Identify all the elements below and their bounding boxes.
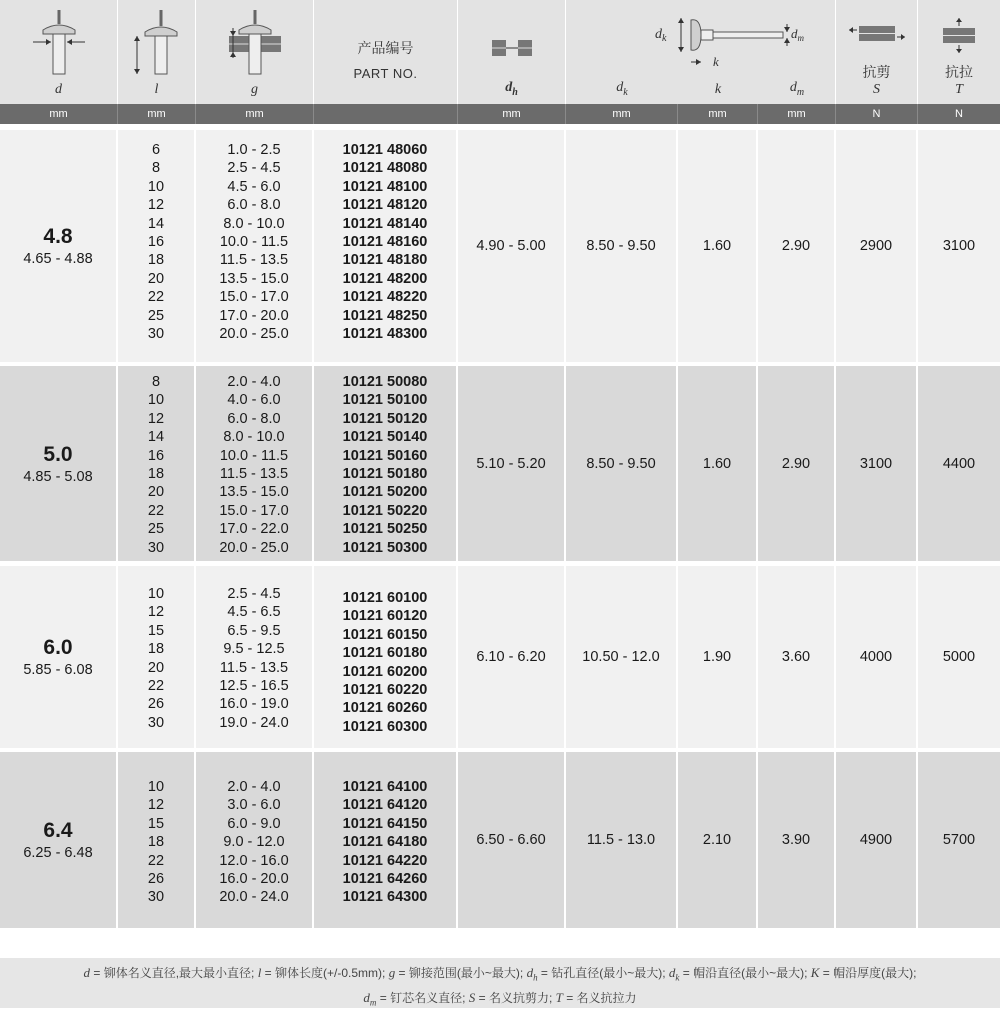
grip-range-item: 1.0 - 2.5 [227, 142, 281, 158]
part-number-item: 10121 48250 [342, 307, 428, 324]
grip-range-item: 4.0 - 6.0 [227, 392, 281, 409]
unit-cell: mm [678, 104, 758, 124]
grip-range-item: 20.0 - 24.0 [219, 889, 289, 906]
shear-strength-value: 4900 [859, 832, 893, 848]
header-cell-dh [458, 0, 566, 104]
shear-title-cn: 抗剪 [862, 64, 891, 80]
tensile-strength-cell [918, 366, 1000, 561]
nominal-diameter: 4.8 [43, 225, 73, 248]
grip-range-item: 16.0 - 20.0 [219, 871, 289, 888]
part-number-item: 10121 50220 [342, 502, 428, 519]
mandrel-diameter-cell [758, 130, 836, 362]
header-cell-tensile [918, 0, 1000, 104]
part-number-title-en: PART NO. [353, 66, 418, 81]
grip-range-list [196, 373, 312, 557]
length-cell [118, 566, 196, 748]
size-group-4-8 [0, 130, 1000, 362]
head-height-value: 1.90 [702, 649, 732, 665]
part-number-item: 10121 64300 [342, 889, 428, 906]
part-number-item: 10121 64150 [342, 815, 428, 832]
part-number-item: 10121 48160 [342, 234, 428, 251]
length-cell [118, 130, 196, 362]
length-item: 6 [151, 142, 161, 158]
head-diameter-cell [566, 566, 678, 748]
size-group-6-4 [0, 752, 1000, 928]
part-number-item: 10121 60180 [342, 645, 428, 662]
head-diameter-value: 8.50 - 9.50 [586, 455, 656, 472]
tensile-title-cn: 抗拉 [945, 64, 973, 80]
grip-range-item: 3.0 - 6.0 [227, 797, 281, 814]
legend-text: = 铆体名义直径,最大最小直径; [90, 966, 258, 980]
grip-range-item: 20.0 - 25.0 [219, 326, 289, 343]
part-number-item: 10121 64220 [342, 852, 428, 869]
head-diameter-cell [566, 130, 678, 362]
grip-range-item: 6.0 - 9.0 [227, 815, 281, 832]
head-height-value: 1.60 [702, 455, 732, 472]
diameter-cell [0, 130, 118, 362]
mandrel-diameter-value: 3.60 [781, 649, 811, 665]
length-item: 10 [147, 586, 165, 602]
part-number-item: 10121 50140 [342, 429, 428, 446]
mandrel-diameter-value: 2.90 [781, 238, 811, 254]
diameter-value [0, 635, 116, 679]
part-number-item: 10121 50180 [342, 466, 428, 483]
head-height-value: 2.10 [702, 832, 732, 848]
legend-text: = 帽沿直径(最小~最大); [679, 966, 811, 980]
diameter-range: 5.85 - 6.08 [23, 662, 93, 678]
mandrel-diameter-value: 2.90 [781, 455, 811, 472]
head-diameter-value: 11.5 - 13.0 [586, 832, 656, 848]
drill-hole-icon [458, 8, 565, 78]
dh-symbol: $d_h$ [505, 80, 518, 98]
length-item: 26 [147, 696, 165, 713]
drill-hole-value: 4.90 - 5.00 [476, 238, 546, 254]
shear-strength-cell [836, 752, 918, 928]
length-item: 15 [147, 622, 165, 639]
shear-strength-cell [836, 566, 918, 748]
rivet-length-icon [118, 8, 195, 78]
legend-symbol: K [810, 965, 820, 980]
d-symbol: d [55, 82, 62, 97]
grip-range-item: 19.0 - 24.0 [219, 714, 289, 731]
diagram-k-label: k [712, 54, 719, 69]
part-number-list [314, 589, 456, 736]
legend-symbol: d [83, 965, 91, 980]
length-list [118, 141, 194, 343]
part-number-item: 10121 64120 [342, 797, 428, 814]
diameter-range: 6.25 - 6.48 [23, 845, 93, 861]
grip-range-item: 16.0 - 19.0 [219, 696, 289, 713]
grip-range-item: 13.5 - 15.0 [219, 484, 289, 501]
legend-symbol: S [468, 989, 476, 1005]
legend-symbol: $d_k$ [668, 965, 680, 983]
length-item: 26 [147, 871, 165, 888]
part-number-list [314, 141, 456, 343]
part-number-item: 10121 50100 [342, 392, 428, 409]
length-item: 20 [147, 484, 165, 501]
length-item: 22 [147, 678, 165, 695]
head-height-value: 1.60 [702, 238, 732, 254]
length-item: 20 [147, 270, 165, 287]
unit-cell: mm [458, 104, 566, 124]
head-height-cell [678, 130, 758, 362]
head-height-cell [678, 366, 758, 561]
grip-range-item: 15.0 - 17.0 [219, 289, 289, 306]
part-number-item: 10121 48200 [342, 270, 428, 287]
part-number-item: 10121 50160 [342, 447, 428, 464]
unit-cell: mm [566, 104, 678, 124]
header-cell-shear [836, 0, 918, 104]
length-list [118, 585, 194, 732]
length-item: 15 [147, 815, 165, 832]
mandrel-diameter-cell [758, 366, 836, 561]
unit-cell: mm [758, 104, 836, 124]
part-number-cell [314, 566, 458, 748]
header-cell-head-mandrel [566, 0, 836, 104]
part-number-item: 10121 60100 [342, 590, 428, 606]
part-number-item: 10121 48080 [342, 160, 428, 177]
length-item: 18 [147, 834, 165, 851]
tensile-strength-cell [918, 752, 1000, 928]
unit-cell: N [836, 104, 918, 124]
grip-range-item: 17.0 - 20.0 [219, 307, 289, 324]
head-height-cell [678, 566, 758, 748]
length-item: 22 [147, 289, 165, 306]
tensile-strength-value: 5000 [942, 649, 976, 665]
diameter-value [0, 442, 116, 486]
grip-range-list [196, 141, 312, 343]
grip-range-item: 20.0 - 25.0 [219, 539, 289, 556]
part-number-item: 10121 60300 [342, 718, 428, 735]
grip-range-item: 6.5 - 9.5 [227, 622, 281, 639]
mandrel-diameter-value: 3.90 [781, 832, 811, 848]
length-item: 22 [147, 502, 165, 519]
part-number-item: 10121 60120 [342, 608, 428, 625]
grip-range-item: 9.0 - 12.0 [223, 834, 285, 851]
length-item: 14 [147, 215, 165, 232]
shear-strength-value: 3100 [859, 455, 893, 472]
legend-text: = 名义抗剪力; [475, 990, 556, 1005]
head-diameter-value: 10.50 - 12.0 [582, 649, 660, 665]
grip-range-item: 13.5 - 15.0 [219, 270, 289, 287]
diameter-cell [0, 366, 118, 561]
grip-range-item: 10.0 - 11.5 [219, 234, 289, 251]
drill-hole-cell [458, 366, 566, 561]
length-list [118, 373, 194, 557]
diameter-cell [0, 566, 118, 748]
part-number-cell [314, 752, 458, 928]
length-item: 18 [147, 252, 165, 269]
part-number-item: 10121 60260 [342, 700, 428, 717]
shear-strength-cell [836, 366, 918, 561]
grip-range-item: 11.5 - 13.5 [219, 252, 289, 269]
mandrel-diameter-cell [758, 752, 836, 928]
drill-hole-value: 6.10 - 6.20 [476, 649, 546, 665]
header-cell-g [196, 0, 314, 104]
diagram-dm-label: $d_m$ [790, 26, 804, 43]
part-number-item: 10121 60150 [342, 626, 428, 643]
g-symbol: g [251, 82, 258, 97]
nominal-diameter: 5.0 [43, 442, 73, 466]
part-number-cell [314, 130, 458, 362]
diameter-value [0, 818, 116, 862]
length-item: 25 [147, 307, 165, 324]
part-number-item: 10121 48120 [342, 197, 428, 214]
nominal-diameter: 6.4 [43, 819, 73, 842]
length-item: 16 [147, 447, 165, 464]
legend-line-2 [0, 988, 1000, 1013]
legend-text: = 帽沿厚度(最大); [819, 966, 917, 980]
grip-range-cell [196, 752, 314, 928]
length-item: 12 [147, 604, 165, 621]
grip-range-item: 17.0 - 22.0 [219, 521, 289, 538]
legend-symbol: g [388, 965, 396, 980]
length-item: 12 [147, 197, 165, 214]
part-number-item: 10121 48180 [342, 252, 428, 269]
l-symbol: l [154, 82, 159, 97]
length-item: 10 [147, 779, 165, 795]
part-number-item: 10121 48220 [342, 289, 428, 306]
grip-range-item: 9.5 - 12.5 [223, 641, 285, 658]
diameter-range: 4.85 - 5.08 [23, 468, 93, 485]
part-number-cell [314, 366, 458, 561]
shear-strength-value: 2900 [859, 238, 893, 254]
legend-text: = 铆接范围(最小~最大); [395, 966, 527, 980]
length-item: 12 [147, 797, 165, 814]
length-item: 30 [147, 714, 165, 731]
part-number-item: 10121 48140 [342, 215, 428, 232]
legend-line-1 [0, 963, 1000, 988]
part-number-item: 10121 48060 [342, 142, 428, 158]
part-number-item: 10121 48100 [342, 178, 428, 195]
length-item: 10 [147, 178, 165, 195]
tensile-strength-value: 4400 [942, 455, 976, 472]
size-group-6-0 [0, 566, 1000, 748]
tensile-strength-value: 3100 [942, 238, 976, 254]
part-number-item: 10121 48300 [342, 326, 428, 343]
part-number-item: 10121 50200 [342, 484, 428, 501]
legend-symbol: $d_m$ [363, 989, 377, 1008]
dk-symbol: $d_k$ [616, 80, 628, 98]
table-header [0, 0, 1000, 104]
length-item: 18 [147, 641, 165, 658]
grip-range-item: 6.0 - 8.0 [227, 197, 281, 214]
grip-range-item: 8.0 - 10.0 [223, 429, 285, 446]
grip-range-item: 2.5 - 4.5 [227, 586, 281, 602]
grip-range-item: 15.0 - 17.0 [219, 502, 289, 519]
grip-range-item: 11.5 - 13.5 [219, 659, 289, 676]
length-item: 20 [147, 659, 165, 676]
legend-symbol: l [257, 965, 262, 980]
legend-symbol: $d_h$ [526, 965, 538, 983]
part-number-item: 10121 60220 [342, 682, 428, 699]
shear-strength-value: 4000 [859, 649, 893, 665]
grip-range-item: 6.0 - 8.0 [227, 410, 281, 427]
part-number-list [314, 373, 456, 557]
grip-range-item: 11.5 - 13.5 [219, 466, 289, 483]
legend-text: = 名义抗拉力 [562, 990, 637, 1005]
length-item: 22 [147, 852, 165, 869]
header-cell-part-no [314, 0, 458, 104]
unit-cell: N [955, 108, 963, 120]
diameter-range: 4.65 - 4.88 [23, 251, 93, 267]
unit-cell [314, 104, 458, 124]
unit-cell: mm [118, 104, 196, 124]
length-item: 16 [147, 234, 165, 251]
units-row [0, 104, 1000, 124]
legend-text: = 钻孔直径(最小~最大); [537, 966, 669, 980]
grip-range-cell [196, 366, 314, 561]
head-diameter-cell [566, 366, 678, 561]
diameter-cell [0, 752, 118, 928]
drill-hole-value: 5.10 - 5.20 [476, 455, 546, 472]
head-diameter-value: 8.50 - 9.50 [586, 238, 656, 254]
drill-hole-value: 6.50 - 6.60 [476, 832, 546, 848]
unit-cell: mm [196, 104, 314, 124]
length-cell [118, 366, 196, 561]
grip-range-item: 2.0 - 4.0 [227, 779, 281, 795]
size-group-5-0 [0, 366, 1000, 561]
grip-range-item: 8.0 - 10.0 [223, 215, 285, 232]
length-item: 14 [147, 429, 165, 446]
head-height-cell [678, 752, 758, 928]
part-number-title-cn: 产品编号 [357, 40, 414, 56]
grip-range-item: 12.5 - 16.5 [219, 678, 289, 695]
length-item: 30 [147, 539, 165, 556]
s-symbol: S [873, 82, 880, 97]
grip-range-item: 12.0 - 16.0 [219, 852, 289, 869]
length-item: 8 [151, 160, 161, 177]
grip-range-item: 4.5 - 6.0 [227, 178, 281, 195]
length-item: 30 [147, 889, 165, 906]
part-number-item: 10121 50300 [342, 539, 428, 556]
grip-range-icon [196, 8, 313, 78]
grip-range-item: 4.5 - 6.5 [227, 604, 281, 621]
t-symbol: T [955, 82, 963, 97]
head-diameter-cell [566, 752, 678, 928]
header-cell-l [118, 0, 196, 104]
drill-hole-cell [458, 130, 566, 362]
length-item: 10 [147, 392, 165, 409]
unit-cell: mm [0, 104, 118, 124]
length-cell [118, 752, 196, 928]
shear-strength-cell [836, 130, 918, 362]
legend-symbol: T [555, 989, 563, 1005]
k-symbol: k [714, 82, 722, 97]
nominal-diameter: 6.0 [43, 636, 73, 659]
legend-footer [0, 958, 1000, 1008]
length-item: 30 [147, 326, 165, 343]
drill-hole-cell [458, 752, 566, 928]
tensile-strength-cell [918, 130, 1000, 362]
rivet-diameter-icon [0, 8, 117, 78]
grip-range-item: 10.0 - 11.5 [219, 447, 289, 464]
part-number-item: 10121 64260 [342, 871, 428, 888]
part-number-list [314, 778, 456, 907]
length-list [118, 778, 194, 907]
drill-hole-cell [458, 566, 566, 748]
tensile-strength-value: 5700 [942, 832, 976, 848]
grip-range-list [196, 778, 312, 907]
part-number-item: 10121 50080 [342, 374, 428, 390]
diagram-dk-label: $d_k$ [654, 27, 666, 44]
grip-range-cell [196, 130, 314, 362]
legend-text: = 铆体长度(+/-0.5mm); [261, 966, 389, 980]
length-item: 18 [147, 466, 165, 483]
length-item: 8 [151, 374, 161, 390]
grip-range-list [196, 585, 312, 732]
part-number-item: 10121 60200 [342, 663, 428, 680]
tensile-strength-cell [918, 566, 1000, 748]
grip-range-item: 2.5 - 4.5 [227, 160, 281, 177]
part-number-item: 10121 50120 [342, 410, 428, 427]
grip-range-cell [196, 566, 314, 748]
length-item: 25 [147, 521, 165, 538]
length-item: 12 [147, 410, 165, 427]
grip-range-item: 2.0 - 4.0 [227, 374, 281, 390]
mandrel-diameter-cell [758, 566, 836, 748]
part-number-item: 10121 64180 [342, 834, 428, 851]
part-number-item: 10121 64100 [342, 779, 428, 795]
dm-symbol: $d_m$ [789, 80, 805, 98]
part-number-item: 10121 50250 [342, 521, 428, 538]
legend-text: = 钉芯名义直径; [376, 990, 469, 1005]
diameter-value [0, 224, 116, 268]
rivet-side-view-icon [566, 8, 835, 78]
header-cell-d [0, 0, 118, 104]
